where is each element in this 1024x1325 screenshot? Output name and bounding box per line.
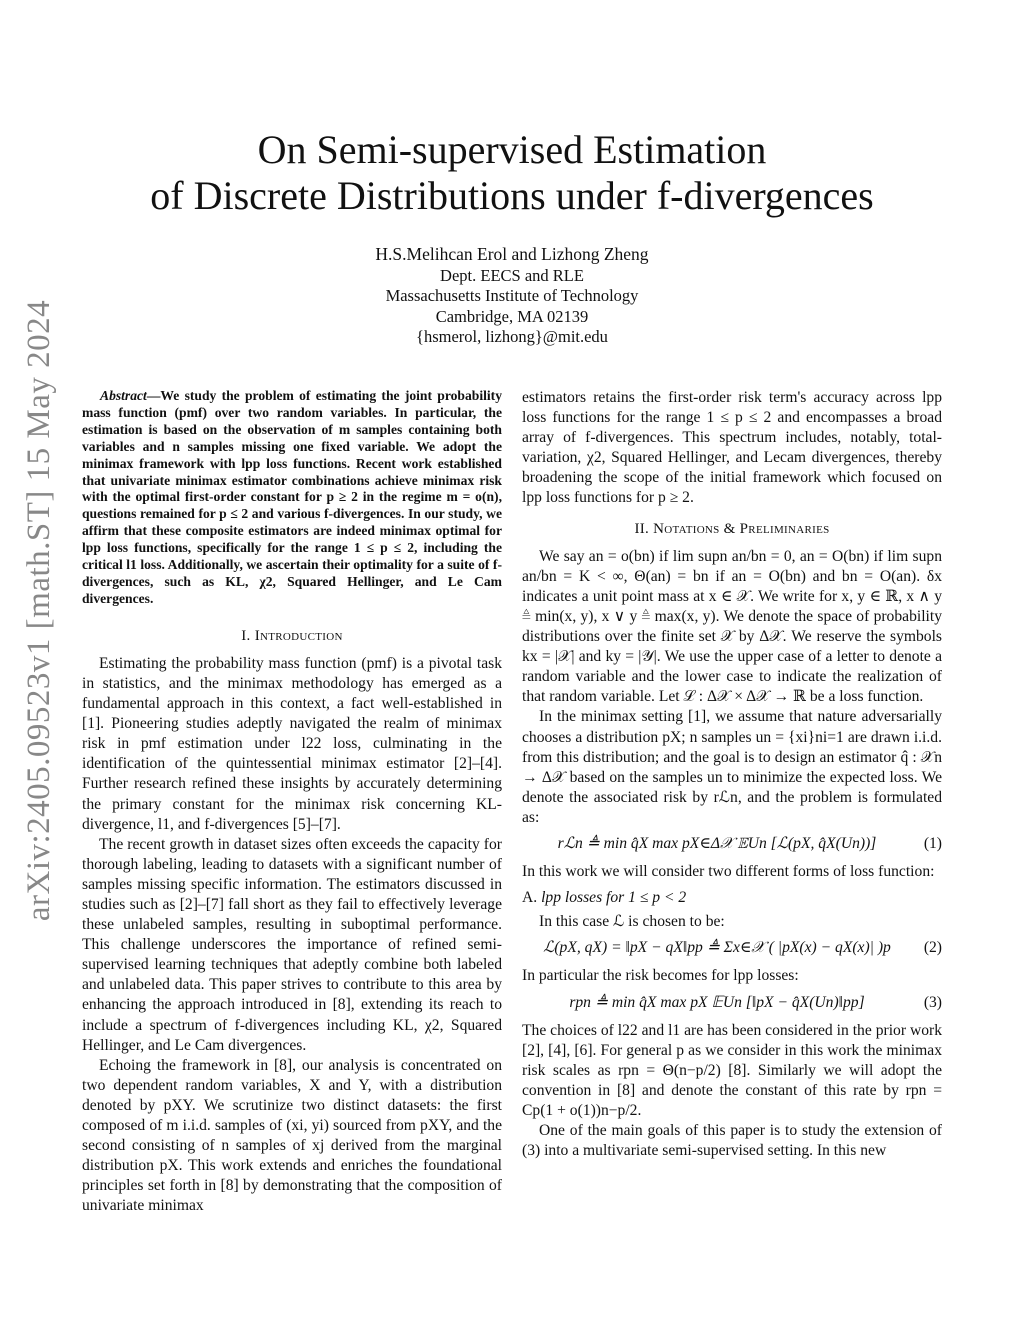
arxiv-identifier-stamp xyxy=(14,290,66,930)
equation-1 xyxy=(522,834,942,854)
section-number: I. xyxy=(241,627,251,644)
author-names: H.S.Melihcan Erol and Lizhong Zheng xyxy=(375,244,649,264)
abstract xyxy=(82,388,502,608)
intro-paragraph-3: Echoing the framework in [8], our analysis is concentrated on two dependent random variables, X and Y, with a distribution denoted by pXY. We scrutinize two distinct datasets: the first composed of m i.i.d. samples of (xi, yi) sourced from pXY, and the second consisting of n samples of xj derived from the marginal distribution pX. This work extends and enriches the foundational principles set forth in [8] by demonstrating that the composition of univariate minimax xyxy=(82,1056,502,1215)
section-title: Introduction xyxy=(254,627,343,644)
subsection-heading-a xyxy=(522,888,942,908)
paper-title xyxy=(80,127,944,219)
left-column xyxy=(82,388,502,1217)
intro-paragraph-2: The recent growth in dataset sizes often exceeds the capacity for thorough labeling, leading to datasets with a significant number of samples missing specific information. The estimators discussed in studies such as [2]–[7] fall short as they fail to effectively leverage these unlabeled samples, resulting in suboptimal performance. This challenge underscores the importance of refined semi-supervised learning techniques that adeptly combine both labeled and unlabeled data. This paper strives to contribute to this area by enhancing the approach introduced in [8], extending its reach to include a spectrum of f-divergences including KL, χ2, Squared Hellinger, and Le Cam divergences. xyxy=(82,835,502,1054)
section-number: II. xyxy=(634,520,650,537)
author-block xyxy=(80,244,944,348)
after-equation-1-text: In this work we will consider two different forms of loss function: xyxy=(522,863,935,881)
abstract-label: Abstract xyxy=(100,388,147,403)
equation-3-body: rpn ≜ min q̂X max pX 𝔼Un [‖pX − q̂X(Un)‖pp] xyxy=(569,993,865,1011)
final-paragraph: One of the main goals of this paper is to study the extension of (3) into a multivariate semi-supervised setting. In this new xyxy=(522,1122,942,1160)
equation-2-body: ℒ(pX, qX) = ‖pX − qX‖pp ≜ Σx∈𝒳 ( |pX(x) − qX(x)| )p xyxy=(543,939,891,957)
equation-1-body: rℒn ≜ min q̂X max pX∈Δ𝒳 𝔼Un [ℒ(pX, q̂X(Un))] xyxy=(557,834,877,852)
equation-3 xyxy=(522,993,942,1013)
title-line-2: of Discrete Distributions under f-divergences xyxy=(150,173,874,218)
subsection-label: A. xyxy=(522,889,538,907)
equation-2 xyxy=(522,938,942,958)
after-equation-2-text: In particular the risk becomes for lpp losses: xyxy=(522,967,799,985)
title-line-1: On Semi-supervised Estimation xyxy=(257,127,767,172)
notation-paragraph-1: We say an = o(bn) if lim supn an/bn = 0, an = O(bn) if lim supn an/bn = K < ∞, Θ(an) = bn if an = O(bn) and bn = O(an). δx indicates a unit point mass at x ∈ 𝒳. We write for x, y ∈ ℝ, x ∧ y ≜ min(x, y), x ∨ y ≜ max(x, y). We denote the space of probability distributions over the finite set 𝒳 by Δ𝒳. We reserve the symbols kx = |𝒳| and ky = |𝒴|. We use the upper case of a letter to denote a random variable and the lower case to indicate the realization of that random variable. Let ℒ : Δ𝒳 × Δ𝒳 → ℝ be a loss function. xyxy=(522,547,942,706)
author-institution: Massachusetts Institute of Technology xyxy=(385,286,639,305)
equation-3-number: (3) xyxy=(923,993,942,1011)
intro-paragraph-1: Estimating the probability mass function (pmf) is a pivotal task in statistics, and the minimax methodology has emerged as a fundamental approach in this context, a fact well-established in [1]. Pioneering studies adeptly navigated the realm of minimax risk in pmf estimation under l22 loss, culminating in the identification of the quintessential minimax estimator [2]–[4]. Further research refined these insights by accurately determining the primary constant for the minimax risk concerning KL-divergence, l1, and f-divergences [5]–[7]. xyxy=(82,654,502,833)
arxiv-id-text: arXiv:2405.09523v1 [math.ST] 15 May 2024 xyxy=(21,299,58,921)
right-column xyxy=(522,388,942,1161)
author-dept: Dept. EECS and RLE xyxy=(440,265,584,285)
equation-1-number: (1) xyxy=(923,834,942,852)
abstract-text: —We study the problem of estimating the joint probability mass function (pmf) over two random variables. In particular, the estimation is based on the observation of m samples containing both variables and n samples missing one fixed variable. We adopt the minimax framework with lpp loss functions. Recent work established that univariate minimax estimator combinations achieve minimax risk with the optimal first-order constant for p ≥ 2 in the regime m = o(n), questions remained for p ≤ 2 and various f-divergences. In our study, we affirm that these composite estimators are indeed minimax optimal for lpp loss functions, specifically for the range 1 ≤ p ≤ 2, including the critical l1 loss. Additionally, we ascertain their optimality for a suite of f-divergences, such as KL, χ2, Squared Hellinger, and Le Cam divergences. xyxy=(82,388,502,606)
author-city: Cambridge, MA 02139 xyxy=(435,306,589,326)
author-email: {hsmerol, lizhong}@mit.edu xyxy=(416,327,608,346)
section-heading-introduction xyxy=(82,626,502,646)
section-heading-notations xyxy=(522,519,942,539)
section-title: Notations & Preliminaries xyxy=(653,520,830,537)
notation-paragraph-2: In the minimax setting [1], we assume that nature adversarially chooses a distribution pX; n samples un = {xi}ni=1 are drawn i.i.d. from this distribution; and the goal is to design an estimator q̂ : 𝒳n → Δ𝒳 based on the samples un to minimize the expected loss. We denote the associated risk by rℒn, and the problem is formulated as: xyxy=(522,708,942,826)
subsection-a-paragraph: In this case ℒ is chosen to be: xyxy=(539,913,725,931)
after-equation-3-paragraph: The choices of l22 and l1 are has been considered in the prior work [2], [4], [6]. For general p as we consider in this work the minimax risk scales as rpn = Θ(n−p/2) [8]. Similarly we will adopt the convention in [8] and denote the constant of this rate by rpn = Cp(1 + o(1))n−p/2. xyxy=(522,1021,942,1119)
equation-2-number: (2) xyxy=(923,939,942,957)
subsection-title: lpp losses for 1 ≤ p < 2 xyxy=(541,889,687,907)
right-continuation-paragraph: estimators retains the first-order risk term's accuracy across lpp loss functions for the range 1 ≤ p ≤ 2 and encompasses a broad array of f-divergences. This spectrum includes, notably, total-variation, χ2, Squared Hellinger, and Lecam divergences, thereby broadening the scope of the initial framework which focused on lpp loss functions for p ≥ 2. xyxy=(522,389,942,507)
